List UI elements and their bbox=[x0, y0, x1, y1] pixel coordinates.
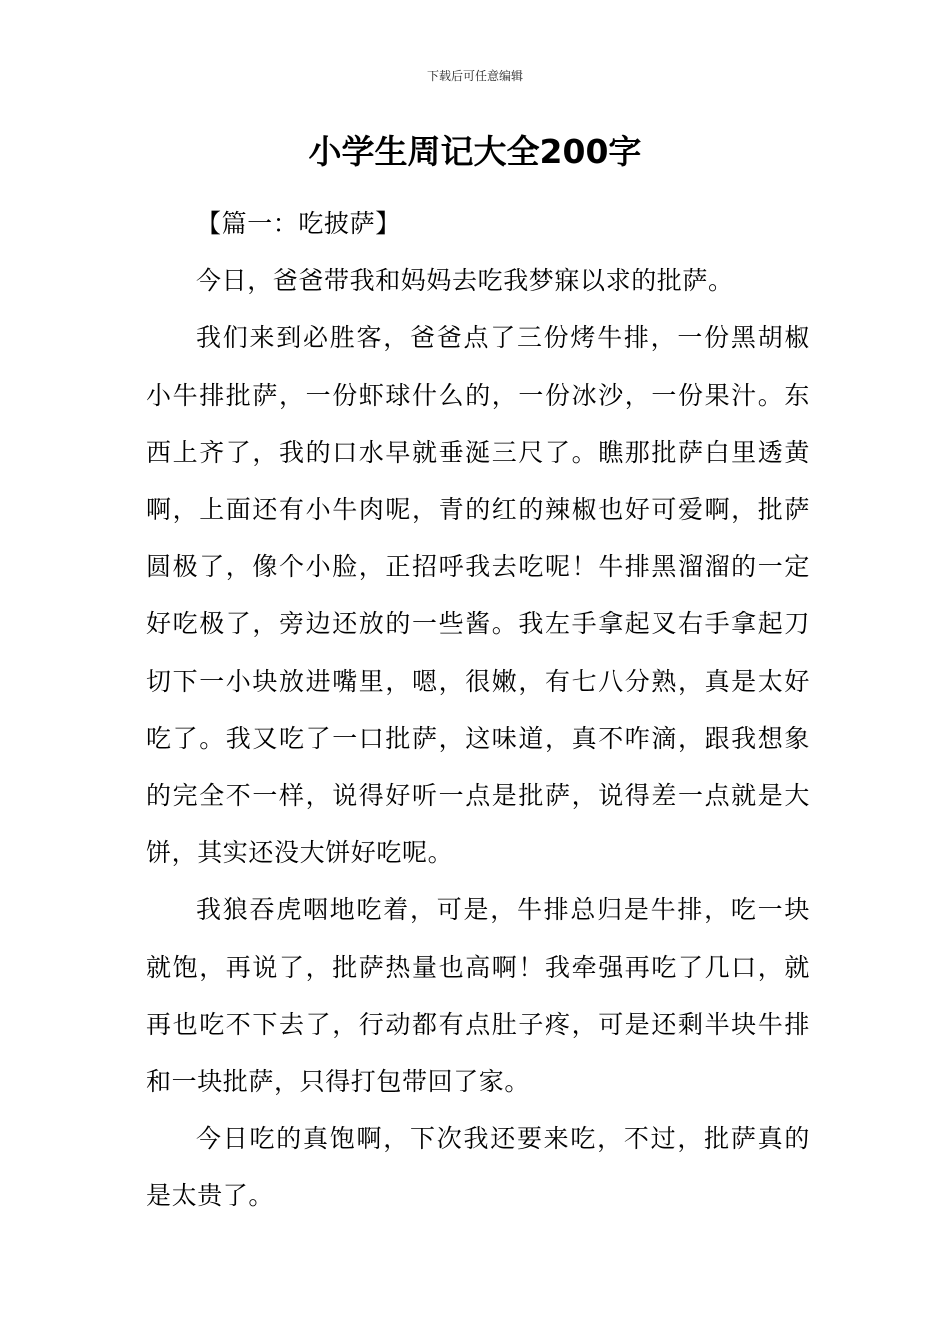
page-title: 小学生周记大全200字 bbox=[308, 132, 642, 171]
paragraph-2: 我们来到必胜客，爸爸点了三份烤牛排，一份黑胡椒小牛排批萨，一份虾球什么的，一份冰沙，一份果汁。东西上齐了，我的口水早就垂涎三尺了。瞧那批萨白里透黄啊，上面还有小牛肉呢，青的红的辣椒也好可爱啊，批萨圆极了，像个小脸，正招呼我去吃呢！牛排黑溜溜的一定好吃极了，旁边还放的一些酱。我左手拿起叉右手拿起刀切下一小块放进嘴里，嗯，很嫩，有七八分熟，真是太好吃了。我又吃了一口批萨，这味道，真不咋滴，跟我想象的完全不一样，说得好听一点是批萨，说得差一点就是大饼，其实还没大饼好吃呢。 bbox=[146, 323, 810, 868]
header-note: 下载后可任意编辑 bbox=[426, 69, 523, 83]
document-body bbox=[146, 195, 810, 1225]
paragraph-3: 我狼吞虎咽地吃着，可是，牛排总归是牛排，吃一块就饱，再说了，批萨热量也高啊！我牵强再吃了几口，就再也吃不下去了，行动都有点肚子疼，可是还剩半块牛排和一块批萨，只得打包带回了家。 bbox=[146, 895, 810, 1097]
paragraph-4: 今日吃的真饱啊，下次我还要来吃，不过，批萨真的是太贵了。 bbox=[146, 1124, 810, 1211]
paragraph-1: 今日，爸爸带我和妈妈去吃我梦寐以求的批萨。 bbox=[196, 266, 734, 296]
section-heading: 【篇一：吃披萨】 bbox=[196, 209, 401, 238]
